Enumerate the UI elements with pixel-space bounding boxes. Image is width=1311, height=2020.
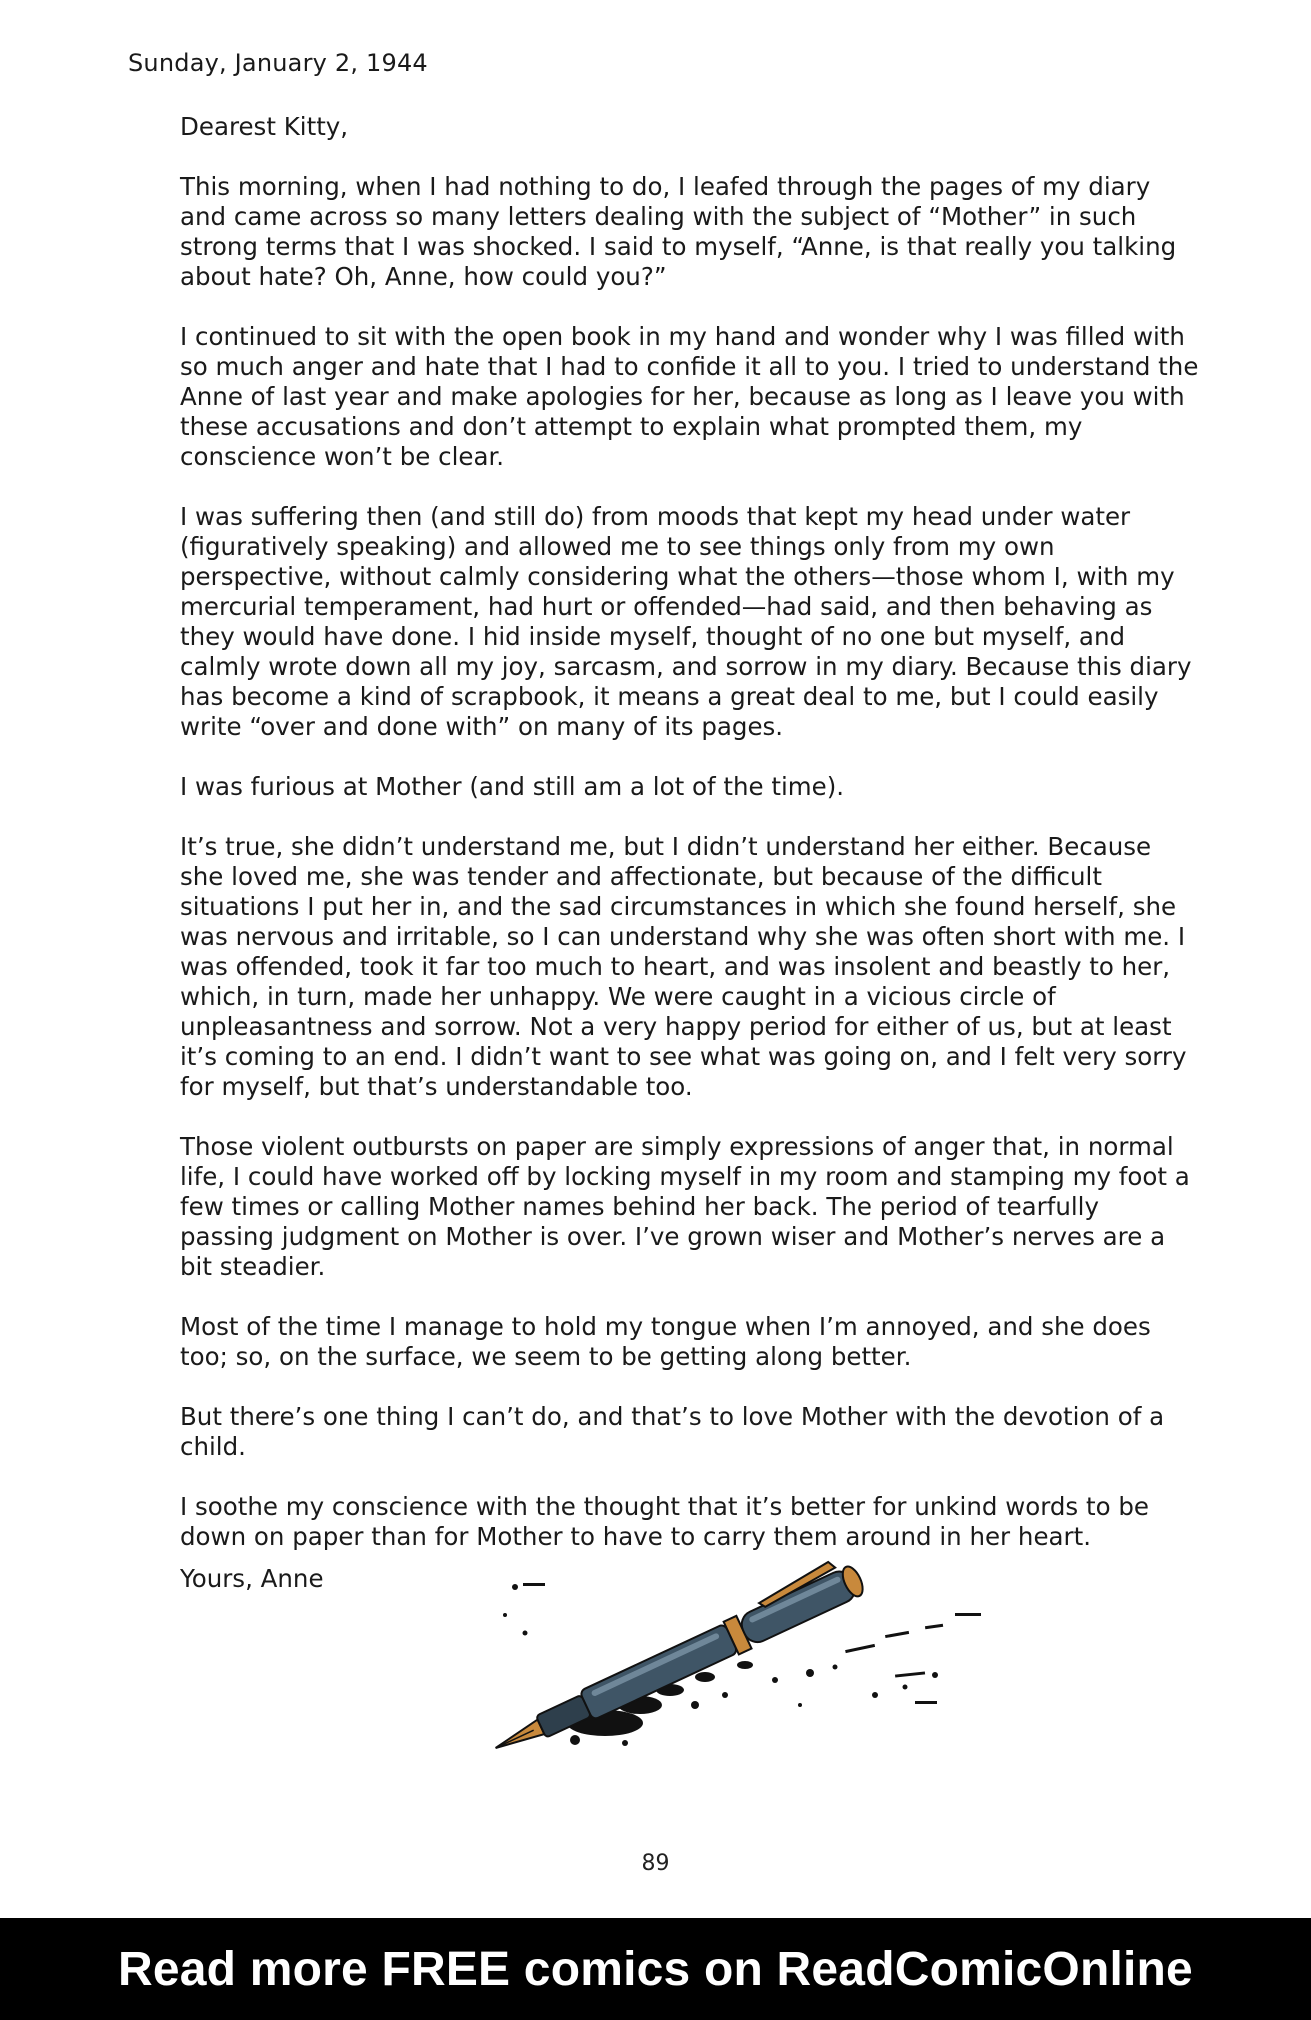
- letter-paragraph: This morning, when I had nothing to do, I leafed through the pages of my diary and came across so many letters dealing with the subject of “Mother” in such strong terms that I was shocked. I said to myself, “Anne, is that really you talking about hate? Oh, Anne, how could you?”: [180, 172, 1177, 291]
- letter-paragraph: But there’s one thing I can’t do, and that’s to love Mother with the devotion of a child.: [180, 1402, 1165, 1461]
- letter-paragraph: Most of the time I manage to hold my tongue when I’m annoyed, and she does too; so, on the surface, we seem to be getting along better.: [180, 1312, 1151, 1371]
- letter-body: [180, 112, 1200, 1582]
- letter-date: Sunday, January 2, 1944: [128, 49, 428, 77]
- promo-banner[interactable]: [0, 1918, 1311, 2020]
- letter-signoff: Yours, Anne: [180, 1564, 324, 1593]
- letter-paragraph: I was furious at Mother (and still am a lot of the time).: [180, 772, 845, 801]
- fountain-pen-icon: [455, 1555, 1010, 1755]
- page-number: 89: [641, 1851, 670, 1876]
- letter-paragraph: I soothe my conscience with the thought that it’s better for unkind words to be down on paper than for Mother to have to carry them around in her heart.: [180, 1492, 1149, 1551]
- letter-paragraph: I was suffering then (and still do) from moods that kept my head under water (figuratively speaking) and allowed me to see things only from my own perspective, without calmly considering what the others—those whom I, with my mercurial temperament, had hurt or offended—had said, and then behaving as they would have done. I hid inside myself, thought of no one but myself, and calmly wrote down all my joy, sarcasm, and sorrow in my diary. Because this diary has become a kind of scrapbook, it means a great deal to me, but I could easily write “over and done with” on many of its pages.: [180, 502, 1192, 741]
- letter-paragraph: Those violent outbursts on paper are simply expressions of anger that, in normal life, I could have worked off by locking myself in my room and stamping my foot a few times or calling Mother names behind her back. The period of tearfully passing judgment on Mother is over. I’ve grown wiser and Mother’s nerves are a bit steadier.: [180, 1132, 1190, 1281]
- promo-banner-text[interactable]: Read more FREE comics on ReadComicOnline: [118, 1942, 1193, 1996]
- letter-paragraph: I continued to sit with the open book in my hand and wonder why I was filled with so much anger and hate that I had to confide it all to you. I tried to understand the Anne of last year and make apologies for her, because as long as I leave you with these accusations and don’t attempt to explain what prompted them, my conscience won’t be clear.: [180, 322, 1199, 471]
- letter-salutation: Dearest Kitty,: [180, 112, 349, 141]
- letter-paragraph: It’s true, she didn’t understand me, but I didn’t understand her either. Because she loved me, she was tender and affectionate, but because of the difficult situations I put her in, and the sad circumstances in which she found herself, she was nervous and irritable, so I can understand why she was often short with me. I was offended, took it far too much to heart, and was insolent and beastly to her, which, in turn, made her unhappy. We were caught in a vicious circle of unpleasantness and sorrow. Not a very happy period for either of us, but at least it’s coming to an end. I didn’t want to see what was going on, and I felt very sorry for myself, but that’s understandable too.: [180, 832, 1187, 1101]
